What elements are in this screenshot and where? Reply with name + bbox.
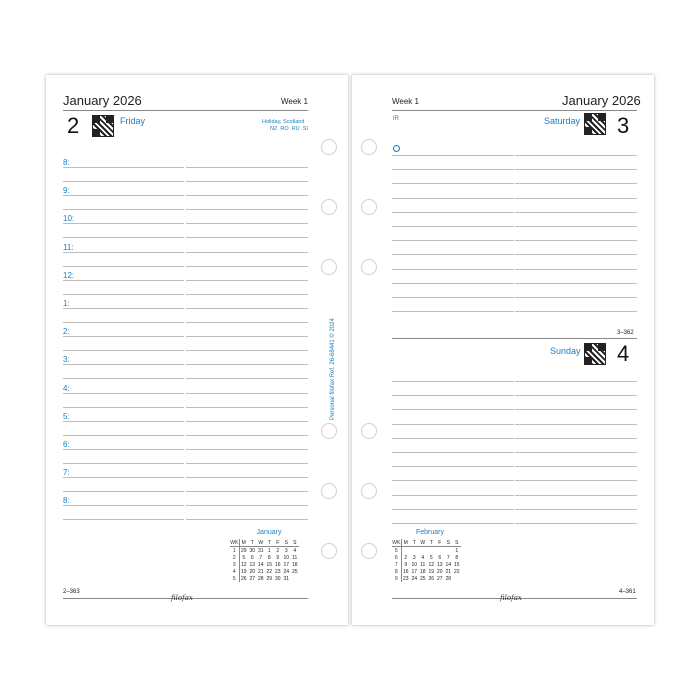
calendar-day-cell: 15 [266, 561, 273, 568]
writing-line [186, 364, 308, 365]
writing-line [186, 350, 308, 351]
writing-line [186, 378, 308, 379]
calendar-day-cell [436, 547, 445, 555]
writing-line [63, 519, 184, 520]
calendar-day-cell: 9 [392, 575, 401, 582]
calendar-header-cell: W [420, 539, 426, 546]
calendar-day-cell: 13 [436, 561, 443, 568]
writing-line [392, 254, 514, 255]
binder-hole [321, 199, 337, 215]
hour-label: 9: [63, 186, 70, 196]
writing-line [392, 169, 514, 170]
calendar-day-cell: 8 [455, 554, 459, 561]
calendar-day-cell: 1 [455, 547, 459, 554]
holiday-countries: NZ RO RU SI [270, 126, 308, 132]
saturday-name: Saturday [544, 116, 581, 126]
calendar-header-cell: S [282, 539, 291, 547]
writing-line [392, 183, 514, 184]
header-rule [392, 110, 637, 111]
calendar-day-cell: 8 [267, 554, 271, 561]
writing-line [515, 438, 637, 439]
writing-line [63, 252, 184, 253]
calendar-day-cell: 31 [257, 547, 264, 554]
month-title: January 2026 [63, 93, 142, 108]
calendar-header-cell: WK [392, 539, 401, 546]
writing-line [186, 209, 308, 210]
calendar-day-cell [444, 547, 453, 555]
writing-line [186, 308, 308, 309]
qr-code-icon [584, 113, 606, 135]
writing-line [515, 254, 637, 255]
writing-line [63, 364, 184, 365]
calendar-day-cell: 10 [411, 561, 418, 568]
writing-line [63, 308, 184, 309]
writing-line [392, 509, 514, 510]
writing-line [63, 505, 184, 506]
calendar-day-cell [291, 575, 300, 582]
calendar-header-cell: T [248, 539, 257, 547]
writing-line [515, 466, 637, 467]
calendar-day-cell: 22 [453, 568, 460, 575]
calendar-header-cell: T [427, 539, 436, 547]
binder-hole [361, 139, 377, 155]
writing-line [186, 421, 308, 422]
binder-hole [321, 259, 337, 275]
calendar-day-cell [453, 575, 462, 582]
writing-line [392, 424, 514, 425]
week-label: Week 1 [281, 97, 308, 106]
writing-line [186, 223, 308, 224]
calendar-day-cell: 29 [240, 547, 247, 554]
calendar-day-cell: 15 [453, 561, 460, 568]
writing-line [392, 466, 514, 467]
mini-calendar-title: February [415, 529, 444, 536]
calendar-day-cell: 6 [438, 554, 442, 561]
hour-label: 5: [63, 411, 70, 421]
writing-line [63, 477, 184, 478]
calendar-week-row [392, 554, 461, 561]
writing-line [186, 322, 308, 323]
writing-line [515, 169, 637, 170]
calendar-day-cell: 21 [257, 568, 264, 575]
hour-label: 2: [63, 327, 70, 337]
calendar-day-cell: 14 [257, 561, 264, 568]
spine-reference: Personal filofax Ref. 26-68441 © 2024 [330, 318, 336, 420]
calendar-header-cell: WK [230, 539, 239, 546]
writing-line [515, 452, 637, 453]
hour-label: 11: [63, 242, 74, 252]
calendar-day-cell: 8 [392, 568, 401, 575]
circle-marker-icon [393, 145, 400, 152]
calendar-header-cell: S [453, 539, 462, 547]
calendar-day-cell [427, 547, 436, 555]
writing-line [392, 226, 514, 227]
day-number: 2 [67, 113, 80, 138]
calendar-day-cell: 12 [240, 561, 247, 568]
hour-label: 3: [63, 355, 70, 365]
calendar-week-row [392, 575, 461, 582]
writing-line [392, 381, 514, 382]
week-label: Week 1 [392, 97, 419, 106]
calendar-day-cell [410, 547, 419, 555]
calendar-day-cell: 12 [428, 561, 435, 568]
writing-line [186, 181, 308, 182]
writing-line [63, 378, 184, 379]
writing-line [63, 393, 184, 394]
brand-logo: filofax [500, 594, 522, 602]
header-rule [63, 110, 308, 111]
brand-logo: filofax [171, 594, 193, 602]
calendar-day-cell: 5 [242, 554, 246, 561]
writing-line [515, 495, 637, 496]
calendar-day-cell: 5 [230, 575, 239, 582]
writing-line [186, 195, 308, 196]
writing-line [186, 237, 308, 238]
binder-hole [321, 543, 337, 559]
writing-line [515, 198, 637, 199]
writing-line [515, 409, 637, 410]
calendar-header-cell: S [444, 539, 453, 547]
page-code: 2–363 [63, 589, 80, 595]
mini-calendar-title: January [256, 529, 282, 536]
calendar-day-cell: 23 [274, 568, 281, 575]
calendar-day-cell: 19 [240, 568, 247, 575]
writing-line [515, 395, 637, 396]
binder-hole [321, 423, 337, 439]
writing-line [515, 240, 637, 241]
left-page-friday [46, 75, 348, 625]
calendar-day-cell: 2 [276, 547, 280, 554]
writing-line [63, 463, 184, 464]
day-divider-rule [392, 338, 637, 339]
writing-line [186, 266, 308, 267]
hour-label: 7: [63, 468, 70, 478]
calendar-day-cell: 9 [404, 561, 408, 568]
saturday-number: 3 [617, 113, 630, 138]
writing-line [186, 463, 308, 464]
writing-line [186, 167, 308, 168]
calendar-day-cell: 28 [257, 575, 264, 582]
calendar-day-cell: 7 [446, 554, 450, 561]
calendar-header-cell: T [265, 539, 274, 547]
hour-label: 8: [63, 158, 70, 167]
writing-line [515, 509, 637, 510]
calendar-day-cell: 23 [402, 575, 409, 582]
calendar-day-cell: 10 [283, 554, 290, 561]
binder-hole [321, 483, 337, 499]
calendar-day-cell: 25 [291, 568, 298, 575]
page-code: 4–361 [619, 589, 636, 595]
calendar-day-cell: 30 [249, 547, 256, 554]
calendar-header-cell: M [401, 539, 410, 547]
calendar-day-cell: 30 [274, 575, 281, 582]
writing-line [392, 240, 514, 241]
calendar-header-cell: M [239, 539, 248, 547]
calendar-day-cell: 9 [276, 554, 280, 561]
sunday-number: 4 [617, 341, 630, 366]
writing-line [392, 438, 514, 439]
writing-line [63, 181, 184, 182]
calendar-day-cell: 28 [445, 575, 452, 582]
hour-label: 12: [63, 270, 75, 280]
writing-line [63, 294, 184, 295]
calendar-day-cell: 1 [267, 547, 271, 554]
writing-line [63, 350, 184, 351]
calendar-day-cell: 27 [436, 575, 443, 582]
calendar-day-cell: 6 [250, 554, 254, 561]
holiday-note: Holiday, Scotland [262, 119, 305, 125]
writing-line [63, 223, 184, 224]
writing-line [392, 297, 514, 298]
writing-line [186, 505, 308, 506]
writing-line [186, 393, 308, 394]
calendar-day-cell: 21 [445, 568, 452, 575]
writing-line [63, 209, 184, 210]
binder-hole [321, 139, 337, 155]
writing-line [515, 269, 637, 270]
calendar-day-cell: 3 [412, 554, 416, 561]
writing-line [515, 297, 637, 298]
calendar-day-cell: 16 [402, 568, 409, 575]
calendar-day-cell: 20 [249, 568, 256, 575]
month-title: January 2026 [562, 93, 641, 108]
calendar-header-cell: S [291, 539, 300, 547]
binder-hole [361, 199, 377, 215]
calendar-day-cell: 14 [445, 561, 452, 568]
writing-line [392, 311, 514, 312]
writing-line [63, 322, 184, 323]
writing-line [392, 198, 514, 199]
calendar-week-row [392, 561, 461, 568]
calendar-header-cell: F [274, 539, 283, 547]
calendar-day-cell: 2 [404, 554, 408, 561]
calendar-day-cell: 31 [283, 575, 290, 582]
calendar-day-cell: 22 [266, 568, 273, 575]
binder-hole [361, 543, 377, 559]
calendar-day-cell: 11 [292, 554, 298, 561]
calendar-week-row [392, 547, 461, 555]
calendar-day-cell: 18 [291, 561, 298, 568]
calendar-week-row [230, 568, 299, 575]
calendar-day-cell: 29 [266, 575, 273, 582]
calendar-day-cell: 17 [283, 561, 290, 568]
writing-line [515, 523, 637, 524]
calendar-week-row [230, 561, 299, 568]
writing-line [186, 280, 308, 281]
calendar-week-row [230, 554, 299, 561]
calendar-day-cell: 16 [274, 561, 281, 568]
calendar-day-cell: 27 [249, 575, 256, 582]
hour-label: 10: [63, 214, 75, 224]
calendar-header-cell: W [258, 539, 264, 546]
calendar-week-row [230, 575, 299, 582]
calendar-day-cell: 3 [284, 547, 288, 554]
calendar-day-cell: 26 [240, 575, 247, 582]
writing-line [515, 183, 637, 184]
right-page-weekend [330, 75, 654, 625]
writing-line [63, 266, 184, 267]
calendar-day-cell: 4 [421, 554, 425, 561]
calendar-day-cell: 3 [230, 561, 239, 568]
calendar-day-cell: 6 [392, 554, 401, 561]
calendar-day-cell: 24 [411, 575, 418, 582]
writing-line [392, 155, 514, 156]
calendar-day-cell: 25 [419, 575, 426, 582]
calendar-day-cell: 4 [230, 568, 239, 575]
writing-line [186, 435, 308, 436]
writing-line [186, 477, 308, 478]
writing-line [186, 449, 308, 450]
writing-line [63, 491, 184, 492]
writing-line [186, 336, 308, 337]
saturday-code: 3–362 [617, 330, 634, 336]
writing-line [515, 480, 637, 481]
binder-hole [361, 423, 377, 439]
writing-line [63, 167, 184, 168]
calendar-day-cell: 18 [419, 568, 426, 575]
writing-line [186, 491, 308, 492]
calendar-day-cell: 26 [428, 575, 435, 582]
calendar-day-cell: 4 [293, 547, 297, 554]
writing-line [186, 407, 308, 408]
writing-line [63, 421, 184, 422]
calendar-day-cell: 2 [230, 554, 239, 561]
hour-label: 6: [63, 440, 70, 449]
calendar-day-cell: 20 [436, 568, 443, 575]
day-name: Friday [120, 116, 146, 126]
writing-line [63, 435, 184, 436]
writing-line [515, 311, 637, 312]
writing-line [392, 269, 514, 270]
writing-line [63, 449, 184, 450]
calendar-day-cell: 13 [249, 561, 256, 568]
hour-label: 8: [63, 496, 70, 506]
qr-code-icon [92, 115, 114, 137]
calendar-day-cell: 7 [259, 554, 263, 561]
writing-line [392, 495, 514, 496]
calendar-day-cell [419, 547, 428, 555]
sunday-name: Sunday [550, 346, 581, 356]
calendar-day-cell: 19 [428, 568, 435, 575]
writing-line [392, 523, 514, 524]
hour-label: 4: [63, 383, 70, 393]
writing-line [63, 195, 184, 196]
writing-line [515, 283, 637, 284]
writing-line [515, 424, 637, 425]
writing-line [392, 452, 514, 453]
qr-code-icon [584, 343, 606, 365]
writing-line [392, 409, 514, 410]
writing-line [63, 280, 184, 281]
binder-hole [361, 259, 377, 275]
calendar-day-cell: 24 [283, 568, 290, 575]
writing-line [392, 283, 514, 284]
calendar-week-row [392, 568, 461, 575]
mini-calendar-january [230, 539, 299, 582]
binder-hole [361, 483, 377, 499]
ir-label: IR [393, 116, 399, 122]
calendar-header-cell: T [410, 539, 419, 547]
writing-line [515, 212, 637, 213]
calendar-header-cell: F [436, 539, 445, 547]
writing-line [392, 395, 514, 396]
calendar-day-cell: 17 [411, 568, 418, 575]
writing-line [515, 155, 637, 156]
writing-line [186, 294, 308, 295]
writing-line [392, 480, 514, 481]
writing-line [186, 519, 308, 520]
calendar-day-cell: 7 [392, 561, 401, 568]
writing-line [515, 381, 637, 382]
calendar-day-cell: 11 [420, 561, 426, 568]
writing-line [63, 336, 184, 337]
writing-line [63, 407, 184, 408]
calendar-day-cell: 5 [392, 547, 401, 555]
writing-line [515, 226, 637, 227]
writing-line [186, 252, 308, 253]
calendar-day-cell: 1 [230, 547, 239, 555]
hour-label: 1: [63, 299, 70, 308]
calendar-day-cell [401, 547, 410, 555]
mini-calendar-february [392, 539, 461, 582]
calendar-day-cell: 5 [429, 554, 433, 561]
calendar-week-row [230, 547, 299, 555]
writing-line [392, 212, 514, 213]
writing-line [63, 237, 184, 238]
